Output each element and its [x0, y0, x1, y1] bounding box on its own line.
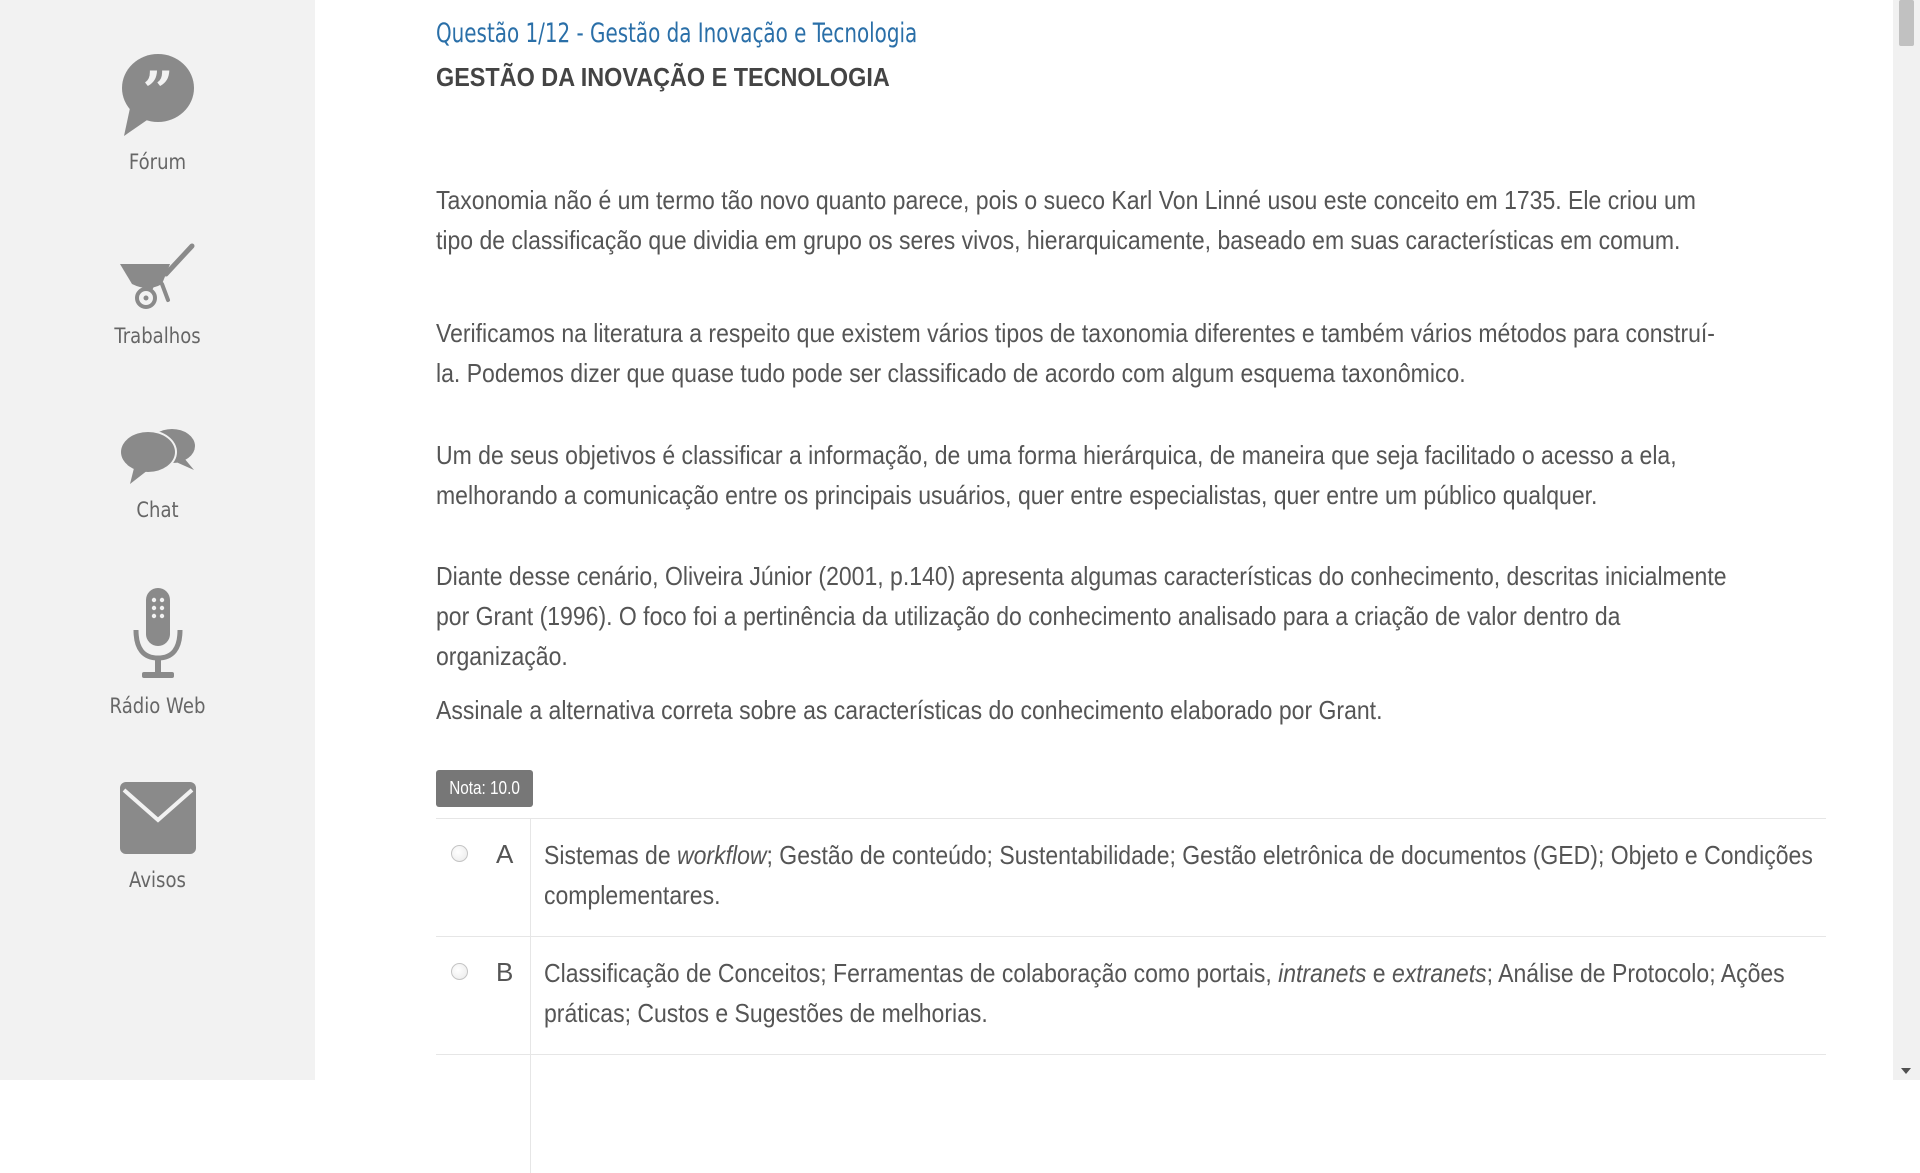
sidebar-item-trabalhos[interactable]	[0, 240, 315, 348]
sidebar-item-forum[interactable]	[0, 52, 315, 174]
sidebar-item-radio-web[interactable]	[0, 586, 315, 718]
scrollbar-thumb[interactable]	[1899, 0, 1914, 46]
answer-text-fragment: Sistemas de	[544, 840, 678, 870]
answer-option-a[interactable]	[436, 819, 1826, 937]
question-paragraph: Taxonomia não é um termo tão novo quanto parece, pois o sueco Karl Von Linné usou este conceito em 1735. Ele criou um tipo de classificação que dividia em grupo os seres vivos, hierarquicamente, baseado em suas características em comum.	[436, 185, 1696, 255]
answer-text-fragment: e	[1366, 958, 1392, 988]
divider	[530, 819, 531, 937]
answer-text-fragment: ; Análise de Protocolo; Ações práticas; Custos e Sugestões de melhorias.	[544, 958, 1785, 1028]
sidebar-item-chat[interactable]	[0, 424, 315, 522]
vertical-scrollbar[interactable]	[1893, 0, 1920, 1080]
envelope-icon	[0, 780, 315, 856]
answer-letter: A	[496, 839, 514, 869]
answer-text	[544, 835, 1827, 915]
answer-text-emphasis: extranets	[1391, 958, 1487, 988]
sidebar	[0, 0, 315, 1080]
wheelbarrow-icon	[0, 240, 315, 312]
quote-bubble-icon	[0, 52, 315, 138]
scroll-down-arrow-icon[interactable]	[1901, 1068, 1911, 1074]
answer-option-b[interactable]	[436, 937, 1826, 1055]
question-title: Questão 1/12 - Gestão da Inovação e Tecnologia	[436, 18, 918, 49]
answer-radio[interactable]	[451, 845, 468, 862]
answer-text-fragment: ; Gestão de conteúdo; Sustentabilidade; Gestão eletrônica de documentos (GED); Objeto e Condições complementares.	[544, 840, 1813, 910]
answer-text-fragment: Classificação de Conceitos; Ferramentas de colaboração como portais,	[544, 958, 1279, 988]
svg-text:”: ”	[141, 59, 174, 123]
sidebar-item-avisos[interactable]	[0, 780, 315, 892]
answer-text-emphasis: workflow	[677, 840, 767, 870]
grade-badge: Nota: 10.0	[436, 770, 533, 807]
sidebar-item-label: Trabalhos	[114, 324, 201, 348]
answer-radio[interactable]	[451, 963, 468, 980]
sidebar-item-label: Rádio Web	[109, 694, 206, 718]
question-prompt: Assinale a alternativa correta sobre as características do conhecimento elaborado por Grant.	[436, 695, 1383, 725]
sidebar-item-label: Fórum	[128, 150, 187, 174]
divider	[530, 937, 531, 1055]
sidebar-item-label: Chat	[136, 498, 179, 522]
answer-letter: B	[496, 957, 514, 987]
question-paragraph: Verificamos na literatura a respeito que existem vários tipos de taxonomia diferentes e também vários métodos para construí-la. Podemos dizer que quase tudo pode ser classificado de acordo com algum esquema taxonômico.	[436, 318, 1715, 388]
answer-text	[544, 953, 1827, 1033]
answer-list	[436, 818, 1826, 1172]
question-paragraph: Um de seus objetivos é classificar a informação, de uma forma hierárquica, de maneira que seja facilitado o acesso a ela, melhorando a comunicação entre os principais usuários, quer entre especialistas, quer entre um público qualquer.	[436, 440, 1677, 510]
sidebar-item-label: Avisos	[129, 868, 186, 892]
answer-option-c[interactable]	[436, 1055, 1826, 1172]
divider	[530, 1055, 531, 1173]
answer-text-emphasis: intranets	[1278, 958, 1367, 988]
question-subject: GESTÃO DA INOVAÇÃO E TECNOLOGIA	[436, 62, 890, 92]
question-paragraph: Diante desse cenário, Oliveira Júnior (2001, p.140) apresenta algumas características do conhecimento, descritas inicialmente por Grant (1996). O foco foi a pertinência da utilização do conhecimento analisado para a criação de valor dentro da organização.	[436, 561, 1727, 671]
question-panel	[436, 0, 1826, 1080]
microphone-icon	[0, 586, 315, 682]
chat-bubbles-icon	[0, 424, 315, 486]
